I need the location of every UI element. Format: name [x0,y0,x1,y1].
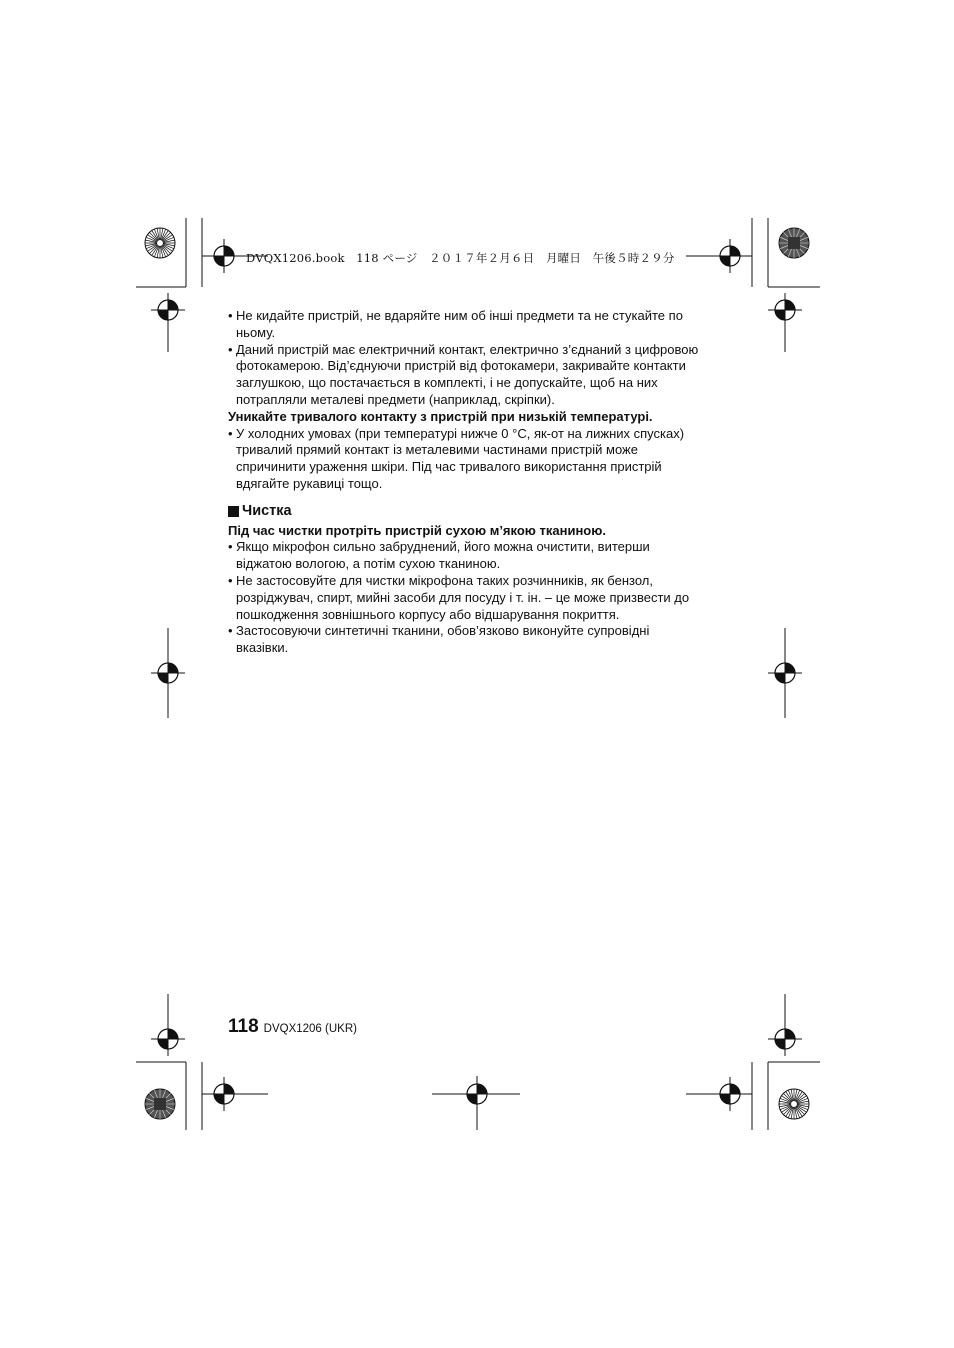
page-footer [228,1016,357,1038]
bullet-dot: • [228,539,233,555]
slug-page: 118 [356,251,379,265]
print-slug [246,250,675,266]
warning-title: Уникайте тривалого контакту з пристрій при низькій температурі. [228,408,653,424]
list-item: • Застосовуючи синтетичні тканини, обов’язково виконуйте супровідні вказівки. [228,623,650,656]
section-subtitle: Під час чистки протріть пристрій сухою м’якою тканиною. [228,522,606,538]
section-title: Чистка [242,502,292,519]
list-item: • Якщо мікрофон сильно забруднений, його можна очистити, витерши віджатою вологою, а потім сухою тканиною. [228,539,650,572]
bullet-dot: • [228,623,233,639]
slug-book: DVQX1206.book [246,251,345,265]
bullet-dot: • [228,308,233,323]
page-number: 118 [228,1016,259,1037]
slug-page-suffix: ページ [382,251,418,265]
list-item: • Не кидайте пристрій, не вдаряйте ним об інші предмети та не стукайте по ньому. [228,308,683,340]
slug-date: ２０１７年２月６日 [429,251,535,265]
list-item: • Не застосовуйте для чистки мікрофона таких розчинників, як бензол, розріджувач, спирт, мийні засоби для посуду і т. ін. – це може призвести до пошкодження зовнішнього корпусу або відшарування покриття. [228,572,690,622]
square-bullet-icon [228,506,239,517]
list-item: • Даний пристрій має електричний контакт, електрично з’єднаний з цифровою фотокамерою. Від’єднуючи пристрій від фотокамери, закривайте контакти заглушкою, що постачається в комплекті, і не допускайте, щоб на них потрапляли металеві предмети (наприклад, скріпки). [228,341,699,407]
bullet-dot: • [228,572,233,588]
list-item: • У холодних умовах (при температурі нижче 0 °C, як-от на лижних спусках) тривалий прямий контакт із металевими частинами пристрій може спричинити ураження шкіри. Під час тривалого використання пристрій вдягайте рукавиці тощо. [228,425,685,491]
bullet-dot: • [228,425,233,441]
page-content [228,308,704,657]
bullet-dot: • [228,341,233,357]
section-heading [228,503,704,520]
document-code: DVQX1206 (UKR) [263,1023,357,1035]
slug-time: 午後５時２９分 [592,251,675,265]
slug-weekday: 月曜日 [545,251,582,265]
